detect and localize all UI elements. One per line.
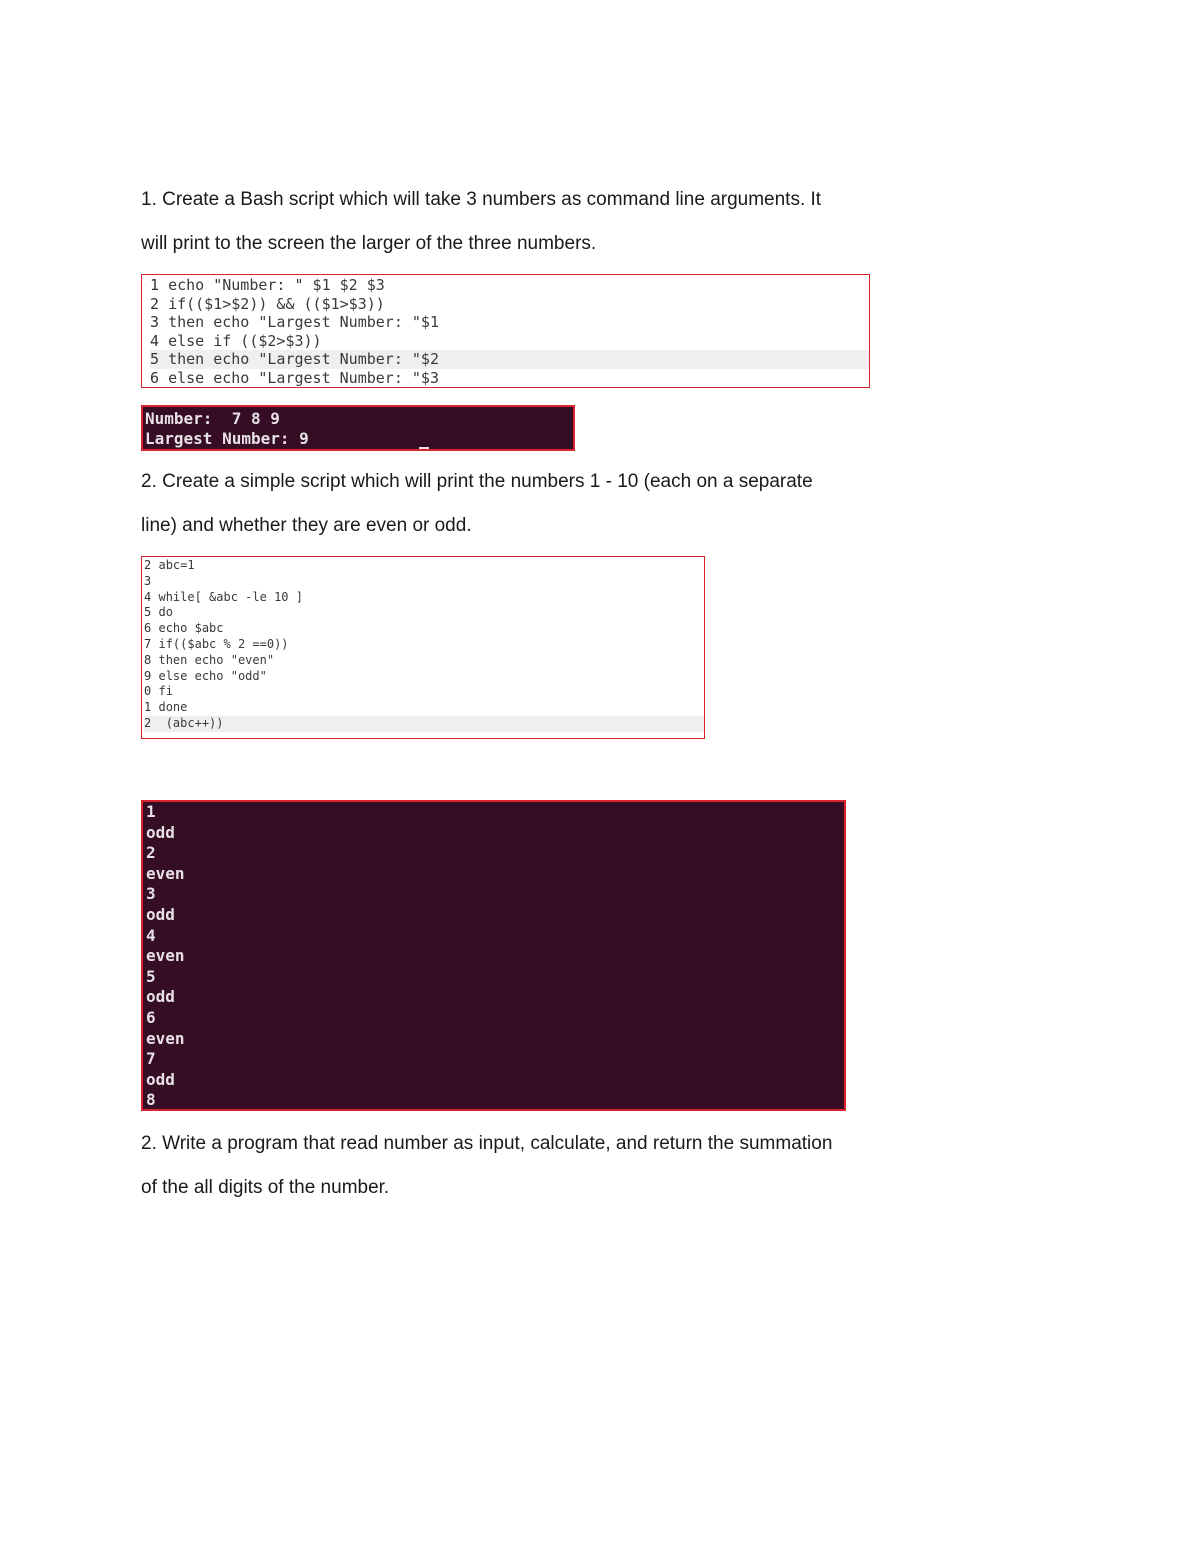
terminal-line: even (146, 863, 185, 883)
code-text: do (158, 605, 173, 620)
line-number: 8 (144, 652, 152, 667)
code-line (144, 669, 704, 685)
code-text: echo $abc (158, 621, 224, 636)
terminal-line: 7 (146, 1049, 156, 1069)
line-number: 6 (144, 621, 152, 636)
terminal-line: odd (146, 822, 175, 842)
code-text: else echo "odd" (158, 668, 267, 683)
terminal-line: 5 (146, 966, 156, 986)
terminal-line: 3 (146, 884, 156, 904)
question-2-text (141, 460, 901, 548)
code-line (144, 653, 704, 669)
line-number: 7 (144, 636, 152, 651)
line-number: 3 (150, 313, 160, 331)
line-number: 6 (150, 368, 160, 387)
code-line (144, 558, 704, 574)
code-snippet-2 (141, 556, 705, 739)
code-text: if(($1>$2)) && (($1>$3)) (168, 294, 385, 313)
code-line (144, 716, 704, 732)
code-text: else if (($2>$3)) (168, 331, 322, 350)
line-number: 2 (144, 558, 152, 572)
line-number: 1 (144, 700, 152, 715)
code-line (150, 369, 869, 388)
question-3-line-1: 2. Write a program that read number as input, calculate, and return the summation (141, 1133, 833, 1154)
question-3-text (141, 1122, 901, 1210)
code-text: then echo "Largest Number: "$2 (168, 350, 439, 368)
terminal-line: odd (146, 1069, 175, 1089)
question-3-line-2: of the all digits of the number. (141, 1177, 390, 1198)
code-text: abc=1 (158, 558, 195, 572)
terminal-line: 2 (146, 843, 156, 863)
terminal-line: 6 (146, 1007, 156, 1027)
code-line (150, 332, 869, 351)
terminal-line: odd (146, 987, 175, 1007)
code-line (144, 637, 704, 653)
line-number: 3 (144, 573, 152, 588)
terminal-line: even (146, 1028, 185, 1048)
code-line (150, 350, 869, 369)
question-1-text (141, 178, 901, 266)
line-number: 0 (144, 684, 152, 699)
code-text: then echo "Largest Number: "$1 (168, 313, 439, 331)
code-text: echo "Number: " $1 $2 $3 (168, 276, 385, 294)
line-number: 4 (150, 331, 160, 350)
question-2-line-1: 2. Create a simple script which will print the numbers 1 - 10 (each on a separate (141, 471, 813, 492)
terminal-line: 1 (146, 802, 156, 821)
line-number: 9 (144, 668, 152, 683)
line-number: 2 (144, 715, 152, 730)
code-line (144, 684, 704, 700)
line-number: 5 (144, 605, 152, 620)
terminal-output-2 (141, 800, 846, 1111)
code-text: while[ &abc -le 10 ] (158, 589, 303, 604)
code-line (150, 313, 869, 332)
terminal-line: Largest Number: 9 (145, 429, 309, 448)
question-2-line-2: line) and whether they are even or odd. (141, 515, 472, 536)
line-number: 5 (150, 350, 160, 368)
code-line (144, 574, 704, 590)
terminal-line: odd (146, 904, 175, 924)
code-line (144, 621, 704, 637)
terminal-line: 8 (146, 1090, 156, 1110)
terminal-line: even (146, 946, 185, 966)
code-text: fi (158, 684, 173, 699)
code-line (150, 295, 869, 314)
code-text: done (158, 700, 188, 715)
terminal-output-1 (141, 405, 575, 451)
code-line (144, 605, 704, 621)
code-line (150, 276, 869, 295)
line-number: 1 (150, 276, 160, 294)
code-line (144, 590, 704, 606)
line-number: 2 (150, 294, 160, 313)
line-number: 4 (144, 589, 152, 604)
code-text: if(($abc % 2 ==0)) (158, 636, 289, 651)
question-1-line-2: will print to the screen the larger of the three numbers. (141, 233, 597, 254)
code-text: (abc++)) (158, 715, 224, 730)
terminal-line: 4 (146, 925, 156, 945)
code-text: then echo "even" (158, 652, 275, 667)
terminal-cursor (419, 447, 429, 450)
code-text: else echo "Largest Number: "$3 (168, 368, 439, 387)
question-1-line-1: 1. Create a Bash script which will take 3 numbers as command line arguments. It (141, 189, 822, 210)
code-line (144, 700, 704, 716)
terminal-line: Number: 7 8 9 (145, 409, 280, 428)
code-snippet-1 (141, 274, 870, 388)
